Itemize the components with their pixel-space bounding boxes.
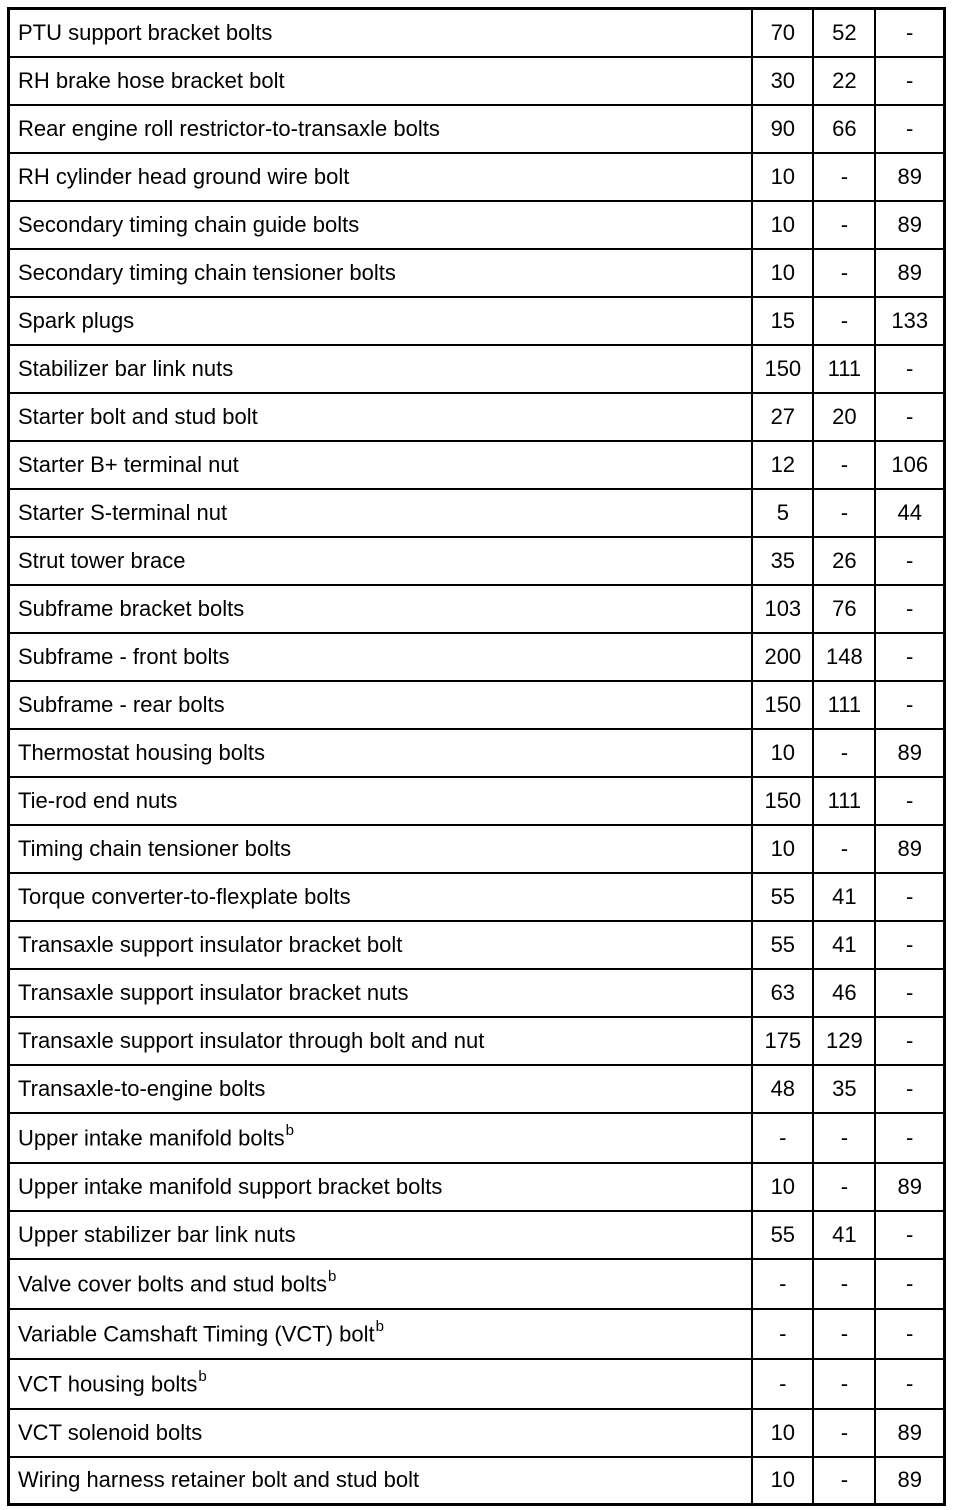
fastener-description-text: Timing chain tensioner bolts [18,835,292,861]
table-row [9,681,945,729]
table-row [9,1457,945,1505]
table-row [9,393,945,441]
torque-nm-cell: 10 [752,249,813,297]
fastener-description [9,1211,753,1259]
torque-lbft-cell: - [813,1259,875,1309]
torque-nm-cell: - [752,1359,813,1409]
table-row [9,873,945,921]
table-row [9,585,945,633]
table-row [9,537,945,585]
torque-nm-cell: 10 [752,729,813,777]
table-row [9,9,945,57]
torque-lbin-cell: 133 [875,297,944,345]
torque-lbin-cell: 89 [875,249,944,297]
fastener-description [9,393,753,441]
torque-nm-cell: 175 [752,1017,813,1065]
fastener-description [9,1409,753,1457]
table-row [9,249,945,297]
torque-lbft-cell: 129 [813,1017,875,1065]
fastener-description-text: Transaxle support insulator through bolt and nut [18,1027,485,1053]
torque-lbft-cell: - [813,825,875,873]
torque-nm-cell: 150 [752,345,813,393]
table-row [9,57,945,105]
fastener-description [9,105,753,153]
fastener-description-text: PTU support bracket bolts [18,19,273,45]
torque-lbin-cell: - [875,1359,944,1409]
fastener-description [9,729,753,777]
torque-lbft-cell: 111 [813,681,875,729]
torque-lbft-cell: 111 [813,345,875,393]
torque-lbft-cell: - [813,1359,875,1409]
footnote-marker: b [328,1267,337,1285]
fastener-description [9,1309,753,1359]
torque-nm-cell: - [752,1309,813,1359]
torque-lbin-cell: 89 [875,1163,944,1211]
fastener-description [9,1359,753,1409]
torque-nm-cell: 63 [752,969,813,1017]
torque-nm-cell: 150 [752,681,813,729]
torque-nm-cell: 5 [752,489,813,537]
fastener-description [9,1259,753,1309]
torque-lbin-cell: - [875,921,944,969]
table-row [9,921,945,969]
torque-nm-cell: 150 [752,777,813,825]
torque-lbft-cell: 41 [813,921,875,969]
torque-lbin-cell: - [875,681,944,729]
torque-nm-cell: 10 [752,153,813,201]
torque-lbin-cell: - [875,777,944,825]
torque-lbin-cell: 44 [875,489,944,537]
table-row [9,825,945,873]
fastener-description [9,873,753,921]
torque-nm-cell: 55 [752,921,813,969]
footnote-marker: b [198,1367,207,1385]
torque-nm-cell: - [752,1113,813,1163]
torque-nm-cell: 90 [752,105,813,153]
torque-lbin-cell: - [875,1309,944,1359]
fastener-description-text: Upper intake manifold support bracket bolts [18,1173,443,1199]
fastener-description-text: Starter S-terminal nut [18,499,228,525]
torque-lbin-cell: 106 [875,441,944,489]
footnote-marker: b [375,1317,384,1335]
fastener-description [9,1017,753,1065]
table-row [9,1409,945,1457]
torque-nm-cell: 10 [752,1409,813,1457]
fastener-description-text: Spark plugs [18,307,135,333]
table-row [9,105,945,153]
torque-lbin-cell: 89 [875,825,944,873]
torque-lbft-cell: - [813,489,875,537]
torque-nm-cell: 200 [752,633,813,681]
fastener-description-text: Torque converter-to-flexplate bolts [18,883,351,909]
fastener-description [9,633,753,681]
torque-lbin-cell: - [875,873,944,921]
fastener-description [9,777,753,825]
torque-lbin-cell: 89 [875,1457,944,1505]
torque-lbin-cell: - [875,105,944,153]
torque-lbft-cell: 20 [813,393,875,441]
torque-lbin-cell: - [875,1065,944,1113]
fastener-description-text: VCT solenoid bolts [18,1419,203,1445]
torque-nm-cell: 27 [752,393,813,441]
torque-nm-cell: 70 [752,9,813,57]
fastener-description [9,297,753,345]
table-row [9,777,945,825]
torque-lbin-cell: 89 [875,729,944,777]
torque-nm-cell: 10 [752,825,813,873]
torque-lbin-cell: - [875,1113,944,1163]
fastener-description [9,1457,753,1505]
torque-lbin-cell: - [875,585,944,633]
fastener-description-text: Stabilizer bar link nuts [18,355,234,381]
table-row [9,201,945,249]
torque-lbin-cell: 89 [875,201,944,249]
torque-lbft-cell: 35 [813,1065,875,1113]
torque-nm-cell: 15 [752,297,813,345]
torque-lbin-cell: - [875,1211,944,1259]
torque-lbin-cell: - [875,537,944,585]
table-row [9,633,945,681]
table-row [9,1259,945,1309]
table-row [9,1309,945,1359]
fastener-description [9,345,753,393]
table-row [9,1017,945,1065]
torque-lbft-cell: - [813,441,875,489]
fastener-description-text: Transaxle support insulator bracket bolt [18,931,403,957]
fastener-description [9,441,753,489]
torque-spec-table-body [9,9,945,1505]
fastener-description-text: Secondary timing chain tensioner bolts [18,259,396,285]
table-row [9,1211,945,1259]
table-row [9,1113,945,1163]
table-row [9,489,945,537]
torque-lbft-cell: 66 [813,105,875,153]
torque-nm-cell: 30 [752,57,813,105]
torque-lbft-cell: 41 [813,873,875,921]
fastener-description [9,537,753,585]
fastener-description [9,1113,753,1163]
fastener-description-text: Valve cover bolts and stud bolts [18,1271,327,1297]
torque-lbft-cell: - [813,729,875,777]
torque-lbft-cell: - [813,1409,875,1457]
fastener-description-text: Subframe - front bolts [18,643,230,669]
table-row [9,1065,945,1113]
torque-lbin-cell: - [875,57,944,105]
torque-nm-cell: 55 [752,1211,813,1259]
fastener-description-text: Transaxle support insulator bracket nuts [18,979,409,1005]
fastener-description-text: Variable Camshaft Timing (VCT) bolt [18,1321,375,1347]
fastener-description [9,1065,753,1113]
fastener-description [9,57,753,105]
footnote-marker: b [285,1121,294,1139]
fastener-description-text: Wiring harness retainer bolt and stud bolt [18,1467,420,1493]
table-row [9,969,945,1017]
fastener-description [9,921,753,969]
torque-lbft-cell: 26 [813,537,875,585]
fastener-description [9,9,753,57]
torque-nm-cell: - [752,1259,813,1309]
fastener-description-text: Tie-rod end nuts [18,787,178,813]
torque-lbin-cell: - [875,969,944,1017]
torque-nm-cell: 10 [752,1457,813,1505]
torque-lbft-cell: 76 [813,585,875,633]
fastener-description-text: Upper intake manifold bolts [18,1125,285,1151]
fastener-description-text: Secondary timing chain guide bolts [18,211,360,237]
torque-lbin-cell: - [875,633,944,681]
fastener-description [9,585,753,633]
table-row [9,441,945,489]
torque-nm-cell: 12 [752,441,813,489]
table-row [9,1359,945,1409]
table-row [9,729,945,777]
fastener-description [9,681,753,729]
torque-nm-cell: 55 [752,873,813,921]
fastener-description [9,969,753,1017]
torque-lbin-cell: 89 [875,1409,944,1457]
table-row [9,153,945,201]
torque-lbin-cell: 89 [875,153,944,201]
torque-nm-cell: 10 [752,1163,813,1211]
table-row [9,345,945,393]
torque-lbin-cell: - [875,393,944,441]
torque-spec-table [7,7,946,1506]
table-row [9,297,945,345]
fastener-description [9,249,753,297]
torque-lbin-cell: - [875,9,944,57]
fastener-description-text: Thermostat housing bolts [18,739,266,765]
torque-lbft-cell: - [813,153,875,201]
fastener-description-text: VCT housing bolts [18,1371,198,1397]
torque-lbft-cell: 41 [813,1211,875,1259]
fastener-description [9,153,753,201]
torque-nm-cell: 103 [752,585,813,633]
torque-lbft-cell: - [813,1309,875,1359]
torque-lbft-cell: - [813,201,875,249]
torque-lbin-cell: - [875,1259,944,1309]
fastener-description-text: Strut tower brace [18,547,186,573]
fastener-description [9,201,753,249]
torque-lbft-cell: - [813,1163,875,1211]
torque-nm-cell: 48 [752,1065,813,1113]
torque-lbft-cell: 148 [813,633,875,681]
fastener-description-text: RH cylinder head ground wire bolt [18,163,350,189]
torque-nm-cell: 10 [752,201,813,249]
torque-lbin-cell: - [875,345,944,393]
fastener-description [9,825,753,873]
fastener-description-text: Upper stabilizer bar link nuts [18,1221,296,1247]
torque-lbft-cell: 111 [813,777,875,825]
fastener-description-text: Rear engine roll restrictor-to-transaxle bolts [18,115,440,141]
fastener-description-text: Starter bolt and stud bolt [18,403,258,429]
torque-lbft-cell: 52 [813,9,875,57]
torque-lbft-cell: - [813,297,875,345]
torque-lbft-cell: - [813,1113,875,1163]
fastener-description-text: RH brake hose bracket bolt [18,67,285,93]
fastener-description-text: Starter B+ terminal nut [18,451,239,477]
table-row [9,1163,945,1211]
torque-nm-cell: 35 [752,537,813,585]
fastener-description [9,1163,753,1211]
torque-lbft-cell: 46 [813,969,875,1017]
torque-lbin-cell: - [875,1017,944,1065]
torque-lbft-cell: - [813,1457,875,1505]
fastener-description-text: Transaxle-to-engine bolts [18,1075,266,1101]
fastener-description-text: Subframe - rear bolts [18,691,225,717]
fastener-description [9,489,753,537]
torque-lbft-cell: 22 [813,57,875,105]
fastener-description-text: Subframe bracket bolts [18,595,245,621]
torque-lbft-cell: - [813,249,875,297]
